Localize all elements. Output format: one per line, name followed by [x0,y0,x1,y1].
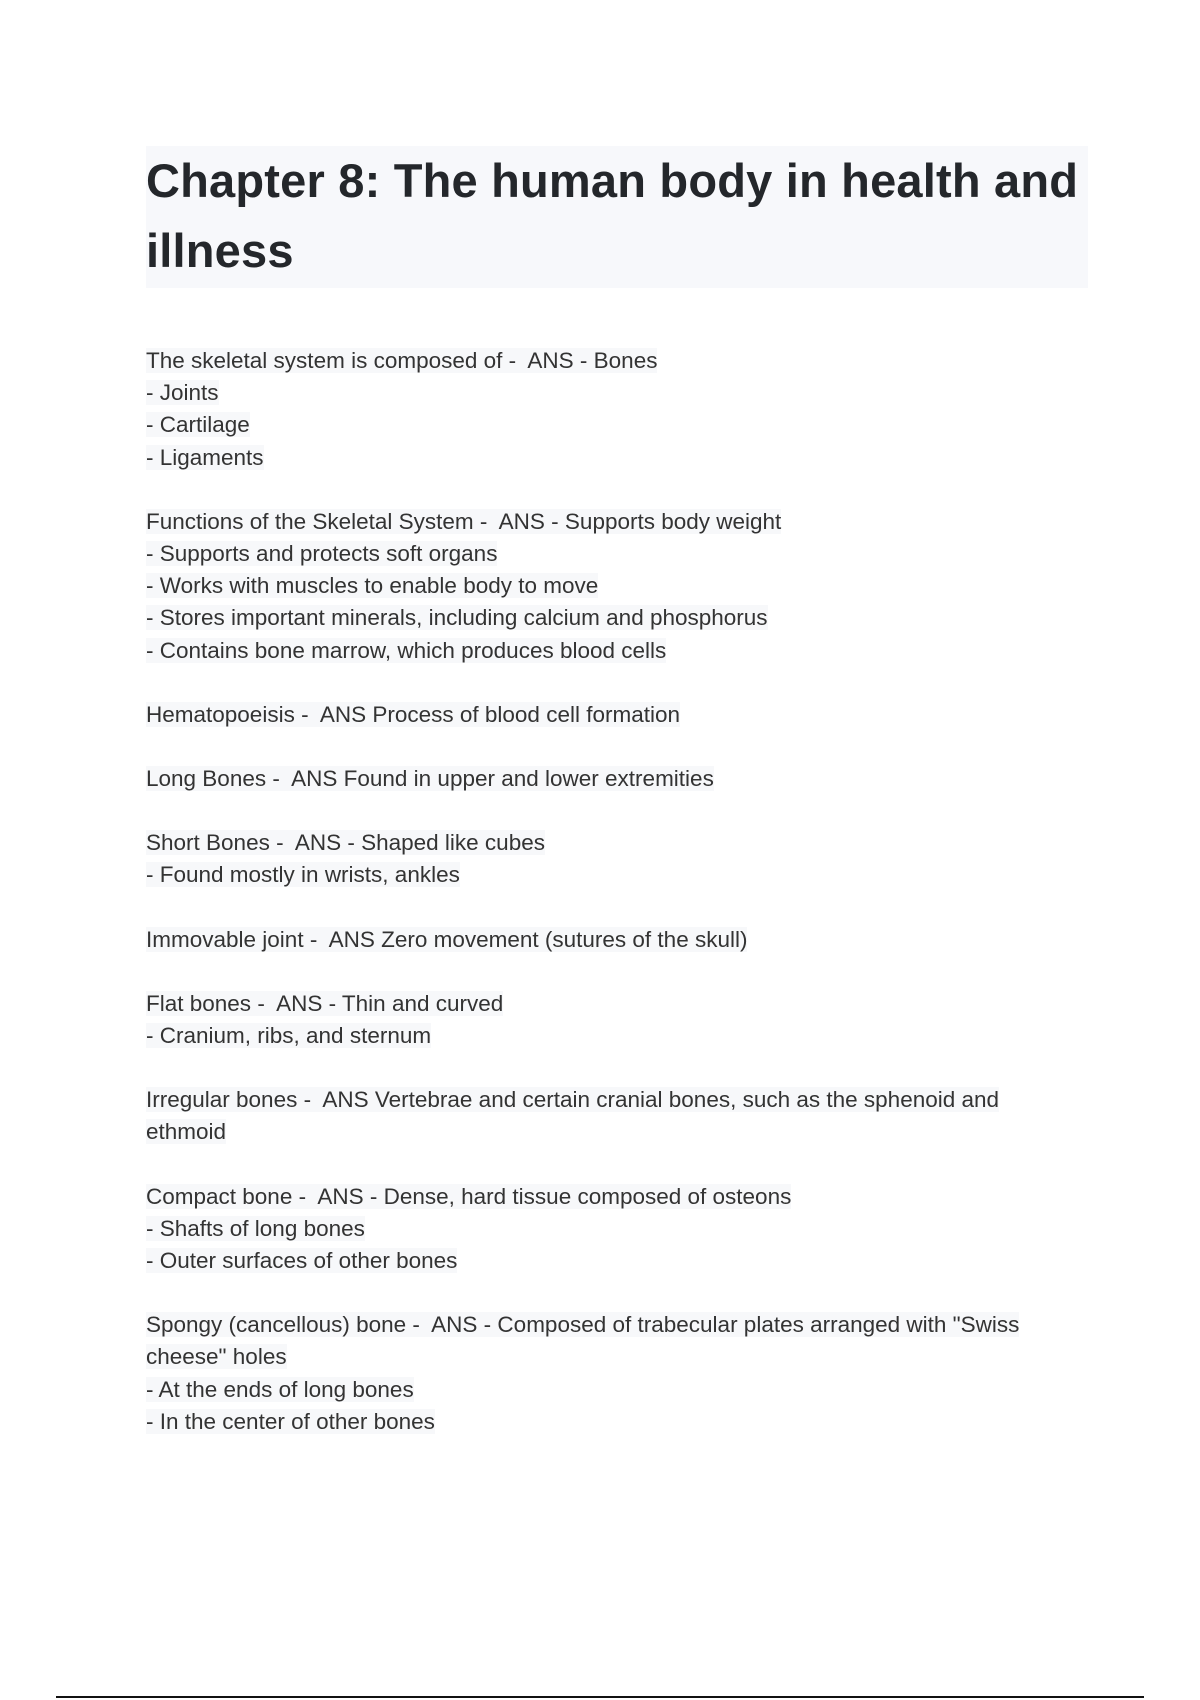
line-text: - Found mostly in wrists, ankles [146,862,460,888]
line-text: - Shafts of long bones [146,1215,365,1241]
line-text: Spongy (cancellous) bone - ANS - Composed of trabecular plates arranged with "Swiss [146,1312,1020,1338]
line-text: - Outer surfaces of other bones [146,1248,458,1274]
entry-detail-line [146,859,1096,891]
qa-entry [146,1309,1096,1438]
entry-detail-line [146,635,1096,667]
line-text: Irregular bones - ANS Vertebrae and certain cranial bones, such as the sphenoid and [146,1087,1000,1113]
entry-term-line [146,506,1096,538]
line-text: The skeletal system is composed of - ANS - Bones [146,348,658,373]
line-text: Immovable joint - ANS Zero movement (sutures of the skull) [146,926,748,952]
qa-entry [146,1181,1096,1278]
entry-detail-line [146,1374,1096,1406]
entry-term-line [146,763,1096,795]
line-text: - Contains bone marrow, which produces blood cells [146,637,667,663]
footer-divider [56,1696,1144,1698]
line-text: ethmoid [146,1119,227,1145]
line-text: - Stores important minerals, including calcium and phosphorus [146,605,768,631]
qa-entry [146,699,1096,731]
line-text: - Supports and protects soft organs [146,541,498,567]
line-text: Short Bones - ANS - Shaped like cubes [146,830,545,856]
line-text: - Cranium, ribs, and sternum [146,1023,432,1049]
line-text: Functions of the Skeletal System - ANS - Supports body weight [146,508,782,534]
line-text: - Cartilage [146,412,250,438]
page-title: Chapter 8: The human body in health and illness [146,154,1079,277]
entry-detail-line [146,602,1096,634]
qa-entry [146,1084,1096,1148]
line-text: - Works with muscles to enable body to move [146,573,599,599]
qa-entry [146,988,1096,1052]
entry-detail-line [146,1213,1096,1245]
line-text: - In the center of other bones [146,1408,435,1434]
line-text: - Joints [146,380,219,406]
entry-term-line [146,345,1096,377]
qa-entry [146,345,1096,474]
line-text: - Ligaments [146,444,264,470]
entry-term-line [146,1181,1096,1213]
entry-term-line [146,924,1096,956]
entry-detail-line [146,1406,1096,1438]
qa-entry [146,763,1096,795]
qa-entry [146,827,1096,891]
entry-detail-line [146,1020,1096,1052]
entry-term-line [146,1309,1096,1341]
entry-detail-line [146,1116,1096,1148]
entry-detail-line [146,570,1096,602]
entry-detail-line [146,1245,1096,1277]
qa-entry [146,924,1096,956]
qa-entry [146,506,1096,667]
entry-detail-line [146,409,1096,441]
line-text: Flat bones - ANS - Thin and curved [146,990,504,1016]
entry-term-line [146,988,1096,1020]
line-text: - At the ends of long bones [146,1376,414,1402]
line-text: Hematopoeisis - ANS Process of blood cell formation [146,701,680,727]
entry-detail-line [146,538,1096,570]
title-block [146,146,1088,288]
entry-detail-line [146,442,1096,474]
line-text: Compact bone - ANS - Dense, hard tissue composed of osteons [146,1183,792,1209]
line-text: Long Bones - ANS Found in upper and lower extremities [146,766,714,792]
entry-detail-line [146,377,1096,409]
entry-term-line [146,699,1096,731]
line-text: cheese" holes [146,1344,287,1370]
entry-term-line [146,1084,1096,1116]
document-body [146,345,1096,1470]
entry-detail-line [146,1341,1096,1373]
entry-term-line [146,827,1096,859]
